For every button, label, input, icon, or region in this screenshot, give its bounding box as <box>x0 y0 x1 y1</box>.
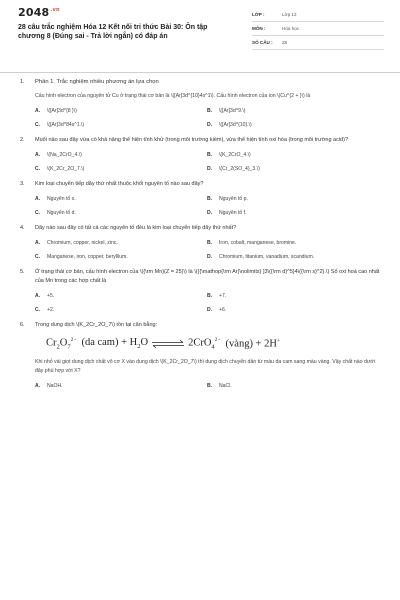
section-heading: Phần 1. Trắc nghiệm nhiều phương án lựa chọn <box>35 79 159 85</box>
option-c[interactable]: C. Nguyên tố d. <box>35 210 76 216</box>
chromate-formula: 2CrO$_4^{2-}$ <box>188 337 221 351</box>
option-a[interactable]: A. \([Ar]3d^{8 }\) <box>35 108 77 114</box>
answer-options <box>35 107 382 129</box>
option-d[interactable]: D. +6. <box>207 307 227 313</box>
option-c[interactable]: C. +2. <box>35 307 55 313</box>
question-5 <box>20 268 382 314</box>
document-header <box>0 0 400 66</box>
option-a[interactable]: A. NaOH. <box>35 382 63 389</box>
question-number: 4. <box>20 225 25 231</box>
answer-options <box>35 292 382 314</box>
option-d[interactable]: D. Nguyên tố f. <box>207 210 247 216</box>
question-text: Kim loại chuyển tiếp dãy thứ nhất thuộc khối nguyên tố nào sau đây? <box>35 181 204 187</box>
option-b[interactable]: B. \([Ar]3d^9.\) <box>207 108 246 114</box>
meta-row-class: LỚP : Lớp 12 <box>252 8 384 22</box>
option-d[interactable]: D. \(Cr_2(SO_4)_3.\) <box>207 166 260 172</box>
option-c[interactable]: C. \(K_2Cr_2O_7.\) <box>35 166 85 172</box>
question-text: Dãy nào sau đây có tất cả các nguyên tố đều là kim loại chuyển tiếp dãy thứ nhất? <box>35 225 237 231</box>
question-4 <box>20 224 382 261</box>
left-side-label: (da $cam) + H_2O$ <box>81 337 149 351</box>
answer-options <box>35 239 382 261</box>
meta-row-count: SỐ CÂU : 28 <box>252 36 384 50</box>
option-b[interactable]: B. Iron, cobalt, manganese, bromine. <box>207 240 297 246</box>
option-a[interactable]: A. Chromium, copper, nickel, zinc. <box>35 240 118 246</box>
question-list <box>0 78 400 397</box>
question-number: 6. <box>20 322 25 328</box>
question-number: 1. <box>20 79 25 85</box>
option-a[interactable]: A. Nguyên tố s. <box>35 196 76 202</box>
right-side-label: (vàng) + 2H+ <box>225 338 281 350</box>
option-c[interactable]: C. \([Ar]3d^84s^1.\) <box>35 122 85 128</box>
question-1 <box>20 78 382 129</box>
question-text: Ở trạng thái cơ bản, cấu hình electron của \({\rm Mn}(Z = 25)\) là \({{\mathop{\rm Ar}\nolimits} ]3\({\rm d}^5}4\({\rm s}^2}.\) Số oxi hoá cao nhất của Mn trong các hợp chất là <box>35 269 380 284</box>
option-b[interactable]: B. +7. <box>207 293 227 299</box>
dichromate-formula: $Cr_2O_7^{2-}$ <box>46 337 77 351</box>
site-logo[interactable]: $2048^{.vn}$ <box>18 6 60 19</box>
meta-row-subject: MÔN : Hóa học <box>252 22 384 36</box>
question-number: 5. <box>20 269 25 275</box>
answer-options <box>35 382 382 390</box>
answer-options <box>35 151 382 173</box>
page-title: 28 câu trắc nghiệm Hóa 12 Kết nối tri thức Bài 30: Ôn tập chương 8 (Đúng sai - Trả lời ngắn) có đáp án <box>18 24 208 40</box>
header-divider <box>0 72 400 73</box>
option-b[interactable]: B. \(K_2CrO_4.\) <box>207 152 251 158</box>
question-followup-text: Khi nhỏ vài giọt dung dịch chất vô cơ X vào dung dịch \(K_2Cr_2O_7\) thì dung dịch chuyển dần từ màu da cam sang màu vàng. Vậy chất nào dưới đây phù hợp với X? <box>35 358 375 374</box>
option-c[interactable]: C. Manganese, iron, copper, beryllium. <box>35 254 128 260</box>
option-b[interactable]: B. NaCl. <box>207 382 232 389</box>
option-b[interactable]: B. Nguyên tố p. <box>207 196 248 202</box>
question-number: 3. <box>20 181 25 187</box>
question-3 <box>20 180 382 217</box>
meta-panel <box>252 8 384 50</box>
question-2 <box>20 136 382 173</box>
equilibrium-equation <box>46 337 382 351</box>
option-d[interactable]: D. Chromium, titanium, vanadium, scandium. <box>207 254 315 260</box>
question-text: Trong dung dịch \(K_2Cr_2O_7\) tồn tại cân bằng: <box>35 322 158 328</box>
question-text: Cấu hình electron của nguyên tử Cu ở trạng thái cơ bản là \([Ar]3d^{10}4s^1\). Cấu hình electron của ion \(Cu^{2 + }\) là <box>35 93 311 99</box>
option-a[interactable]: A. +5. <box>35 293 55 299</box>
option-a[interactable]: A. \(Na_2CrO_4.\) <box>35 152 82 158</box>
equilibrium-arrow-icon <box>150 339 186 349</box>
question-text: Muối nào sau đây vừa có khả năng thể hiện tính khử (trong môi trường kiềm), vừa thể hiện tính oxi hóa (trong môi trường acid)? <box>35 137 349 143</box>
question-6 <box>20 321 382 390</box>
answer-options <box>35 195 382 217</box>
option-d[interactable]: D. \([Ar]3d^{10}.\) <box>207 122 252 128</box>
question-number: 2. <box>20 137 25 143</box>
